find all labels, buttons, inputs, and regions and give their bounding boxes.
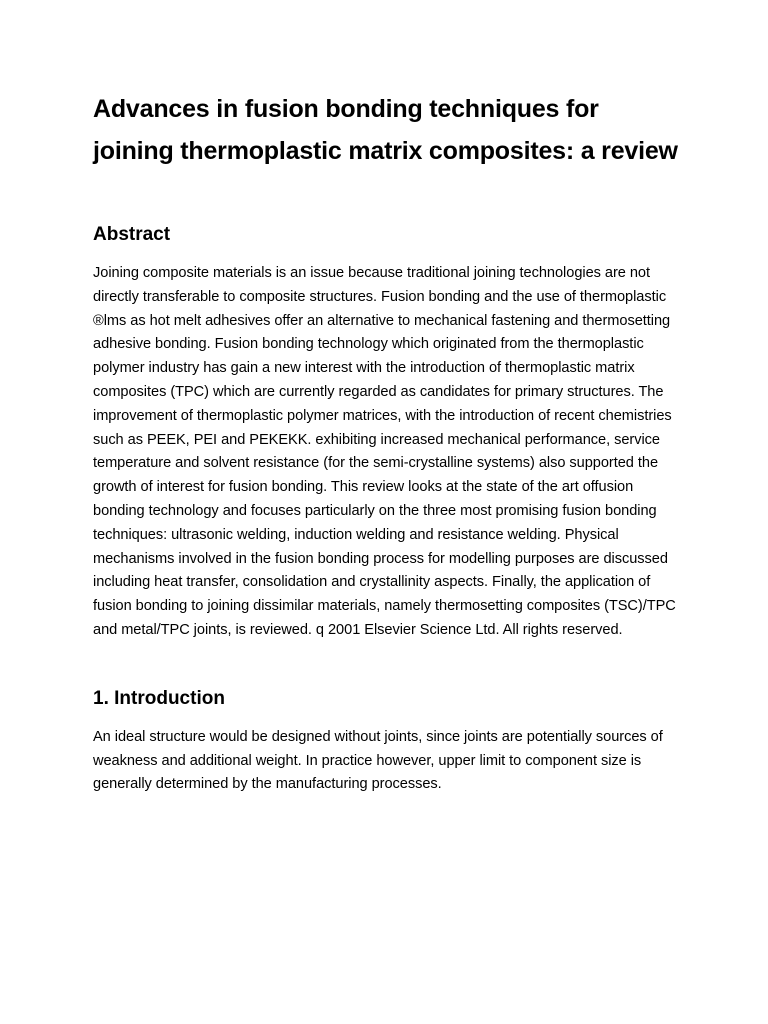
- introduction-paragraph: An ideal structure would be designed without joints, since joints are potentially sources of weakness and additional weight. In practice however, upper limit to component size is generally determined by the manufacturing processes.: [93, 728, 663, 793]
- abstract-heading: Abstract: [93, 224, 171, 245]
- document-title: Advances in fusion bonding techniques for joining thermoplastic matrix composites: a review: [93, 95, 678, 165]
- document-page: [93, 88, 683, 797]
- introduction-heading: 1. Introduction: [93, 687, 225, 709]
- abstract-paragraph: Joining composite materials is an issue because traditional joining technologies are not directly transferable to composite structures. Fusion bonding and the use of thermoplastic ®lms as hot melt adhesives offer an alternative to mechanical fastening and thermosetting adhesive bonding. Fusion bonding technology which originated from the thermoplastic polymer industry has gain a new interest with the introduction of thermoplastic matrix composites (TPC) which are currently regarded as candidates for primary structures. The improvement of thermoplastic polymer matrices, with the introduction of recent chemistries such as PEEK, PEI and PEKEKK. exhibiting increased mechanical performance, service temperature and solvent resistance (for the semi-crystalline systems) also supported the growth of interest for fusion bonding. This review looks at the state of the art offusion bonding technology and focuses particularly on the three most promising fusion bonding techniques: ultrasonic welding, induction welding and resistance welding. Physical mechanisms involved in the fusion bonding process for modelling purposes are discussed including heat transfer, consolidation and crystallinity aspects. Finally, the application of fusion bonding to joining dissimilar materials, namely thermosetting composites (TSC)/TPC and metal/TPC joints, is reviewed. q 2001 Elsevier Science Ltd. All rights reserved.: [93, 265, 676, 638]
